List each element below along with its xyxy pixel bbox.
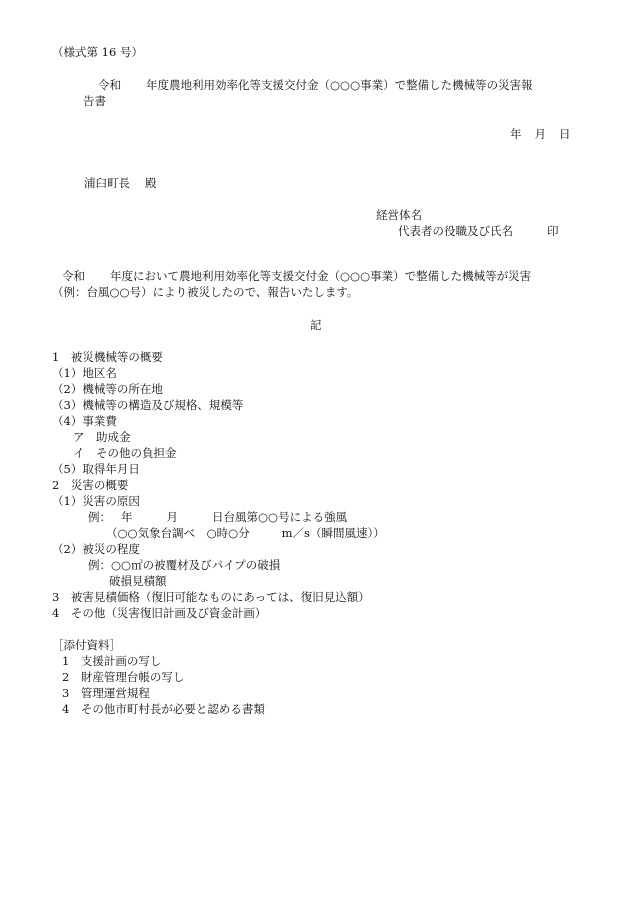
body-line-1 bbox=[62, 271, 531, 283]
attachment-item-4: 4 その他市町村長が必要と認める書類 bbox=[62, 702, 265, 716]
item-1: 1 被災機械等の概要 bbox=[52, 350, 163, 364]
date-month: 月 bbox=[534, 127, 546, 141]
title-era: 令和 bbox=[98, 78, 121, 92]
damage-example-line-1: 例：○○㎡の被覆材及びパイプの破損 bbox=[88, 558, 281, 572]
date-year: 年 bbox=[510, 127, 522, 141]
item-1-1: （1）地区名 bbox=[52, 366, 117, 380]
body-text: 年度において農地利用効率化等支援交付金（○○○事業）で整備した機械等が災害 bbox=[110, 269, 532, 283]
attachment-item-2: 2 財産管理台帳の写し bbox=[62, 670, 185, 684]
item-1-4-b: イ その他の負担金 bbox=[73, 446, 177, 460]
body-line-2: （例：台風○○号）により被災したので、報告いたします。 bbox=[52, 285, 359, 299]
attachment-item-1: 1 支援計画の写し bbox=[62, 654, 162, 668]
cause-example-rest: 日台風第○○号による強風 bbox=[212, 510, 348, 524]
item-1-3: （3）機械等の構造及び規格、規模等 bbox=[52, 398, 244, 412]
cause-example-month: 月 bbox=[166, 510, 178, 524]
ki-heading: 記 bbox=[310, 318, 322, 332]
cause-detail-line bbox=[106, 528, 385, 540]
date-line bbox=[510, 129, 571, 141]
cause-example-year: 年 bbox=[121, 510, 133, 524]
item-4: 4 その他（災害復旧計画及び資金計画） bbox=[52, 606, 267, 620]
cause-example-prefix: 例： bbox=[88, 510, 111, 524]
item-1-2: （2）機械等の所在地 bbox=[52, 382, 163, 396]
item-1-5: （5）取得年月日 bbox=[52, 462, 140, 476]
item-1-4: （4）事業費 bbox=[52, 414, 117, 428]
item-1-4-a: ア 助成金 bbox=[73, 430, 131, 444]
item-2-2: （2）被災の程度 bbox=[52, 542, 140, 556]
addressee bbox=[84, 178, 157, 190]
attachment-item-3: 3 管理運営規程 bbox=[62, 686, 150, 700]
title-line-2: 告書 bbox=[83, 94, 106, 108]
addressee-name: 浦臼町長 bbox=[84, 176, 130, 190]
seal-mark: 印 bbox=[547, 224, 559, 238]
cause-example-line bbox=[88, 512, 347, 524]
sender-representative: 代表者の役職及び氏名 bbox=[398, 224, 513, 238]
body-era: 令和 bbox=[62, 269, 85, 283]
attachments-heading: ［添付資料］ bbox=[52, 638, 121, 652]
item-3: 3 被害見積価格（復旧可能なものにあっては、復旧見込額） bbox=[52, 590, 370, 604]
title-text: 年度農地利用効率化等支援交付金（○○○事業）で整備した機械等の災害報 bbox=[146, 78, 533, 92]
item-2-1: （1）災害の原因 bbox=[52, 494, 140, 508]
item-2: 2 災害の概要 bbox=[52, 478, 129, 492]
form-number: （様式第 16 号） bbox=[52, 45, 143, 59]
addressee-honorific: 殿 bbox=[145, 176, 157, 190]
date-day: 日 bbox=[559, 127, 571, 141]
title-line-1 bbox=[98, 80, 533, 92]
damage-example-line-2: 破損見積額 bbox=[109, 574, 167, 588]
sender-entity: 経営体名 bbox=[376, 208, 422, 222]
cause-detail-b: m／s（瞬間風速）） bbox=[281, 526, 385, 540]
cause-detail-a: （○○気象台調べ ○時○分 bbox=[106, 526, 250, 540]
sender-representative-line bbox=[398, 226, 559, 238]
